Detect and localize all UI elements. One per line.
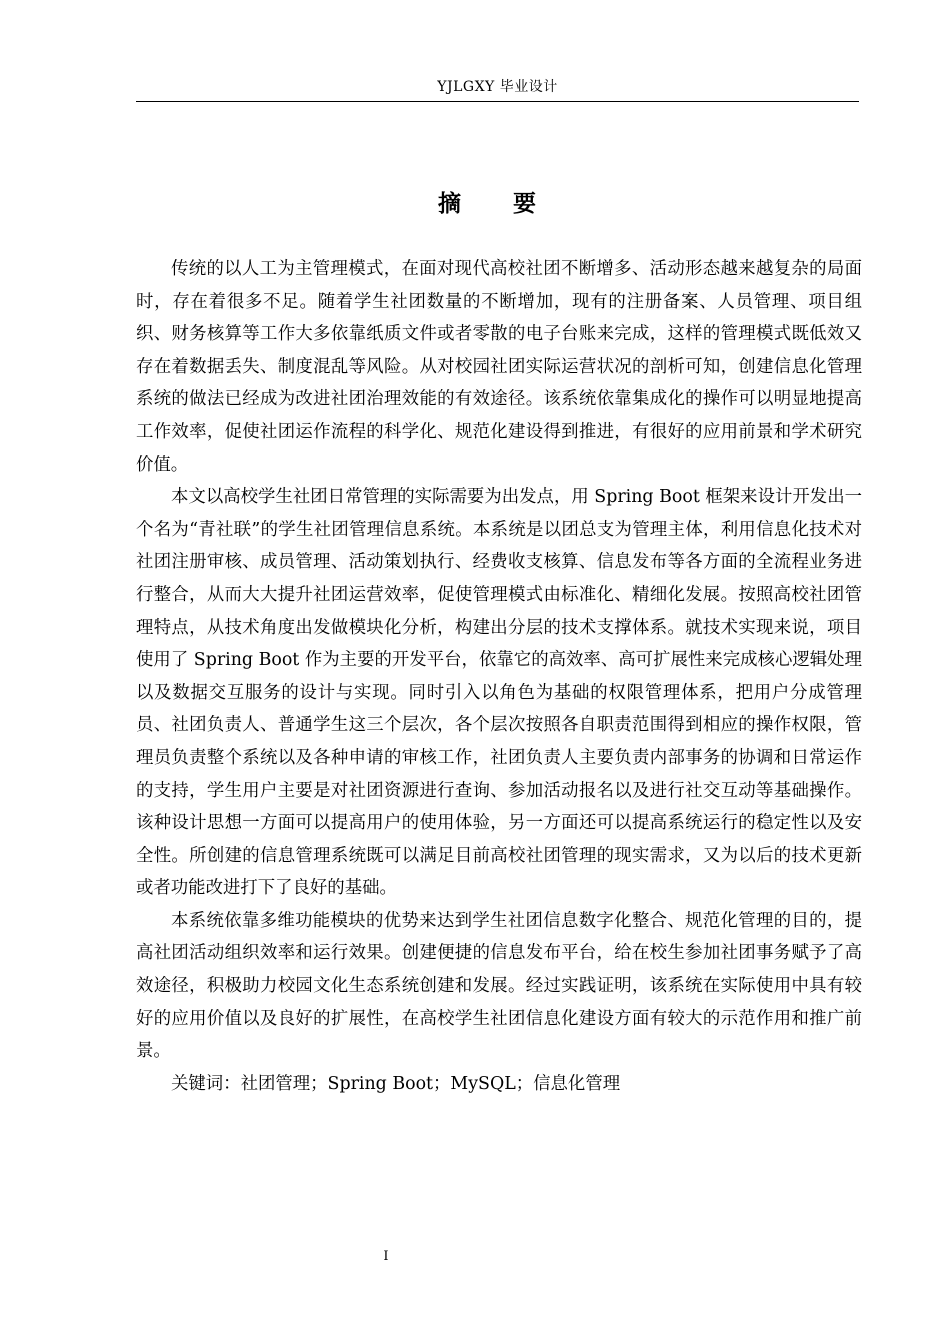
page-header	[136, 76, 859, 102]
page-number: I	[383, 1249, 389, 1264]
abstract-paragraph-2: 本文以高校学生社团日常管理的实际需要为出发点，用 Spring Boot 框架来设计开发出一个名为“青社联”的学生社团管理信息系统。本系统是以团总支为管理主体，利用信息化技术对社团注册审核、成员管理、活动策划执行、经费收支核算、信息发布等各方面的全流程业务进行整合，从而大大提升社团运营效率，促使管理模式由标准化、精细化发展。按照高校社团管理特点，从技术角度出发做模块化分析，构建出分层的技术支撑体系。就技术实现来说，项目使用了 Spring Boot 作为主要的开发平台，依靠它的高效率、高可扩展性来完成核心逻辑处理以及数据交互服务的设计与实现。同时引入以角色为基础的权限管理体系，把用户分成管理员、社团负责人、普通学生这三个层次，各个层次按照各自职责范围得到相应的操作权限，管理员负责整个系统以及各种申请的审核工作，社团负责人主要负责内部事务的协调和日常运作的支持，学生用户主要是对社团资源进行查询、参加活动报名以及进行社交互动等基础操作。该种设计思想一方面可以提高用户的使用体验，另一方面还可以提高系统运行的稳定性以及安全性。所创建的信息管理系统既可以满足目前高校社团管理的现实需求，又为以后的技术更新或者功能改进打下了良好的基础。	[136, 487, 862, 899]
abstract-paragraph-3: 本系统依靠多维功能模块的优势来达到学生社团信息数字化整合、规范化管理的目的，提高社团活动组织效率和运行效果。创建便捷的信息发布平台，给在校生参加社团事务赋予了高效途径，积极助力校园文化生态系统创建和发展。经过实践证明，该系统在实际使用中具有较好的应用价值以及良好的扩展性，在高校学生社团信息化建设方面有较大的示范作用和推广前景。	[136, 910, 862, 1062]
keywords-label: 关键词：	[171, 1073, 241, 1094]
abstract-paragraph-1: 传统的以人工为主管理模式，在面对现代高校社团不断增多、活动形态越来越复杂的局面时，存在着很多不足。随着学生社团数量的不断增加，现有的注册备案、人员管理、项目组织、财务核算等工作大多依靠纸质文件或者零散的电子台账来完成，这样的管理模式既低效又存在着数据丢失、制度混乱等风险。从对校园社团实际运营状况的剖析可知，创建信息化管理系统的做法已经成为改进社团治理效能的有效途径。该系统依靠集成化的操作可以明显地提高工作效率，促使社团运作流程的科学化、规范化建设得到推进，有很好的应用前景和学术研究价值。	[136, 259, 862, 475]
abstract-body	[136, 253, 862, 1100]
keywords-value: 社团管理；Spring Boot；MySQL；信息化管理	[240, 1073, 621, 1094]
abstract-title: 摘 要	[437, 191, 558, 217]
header-text: YJLGXY 毕业设计	[437, 79, 558, 95]
keywords-line	[136, 1068, 862, 1101]
